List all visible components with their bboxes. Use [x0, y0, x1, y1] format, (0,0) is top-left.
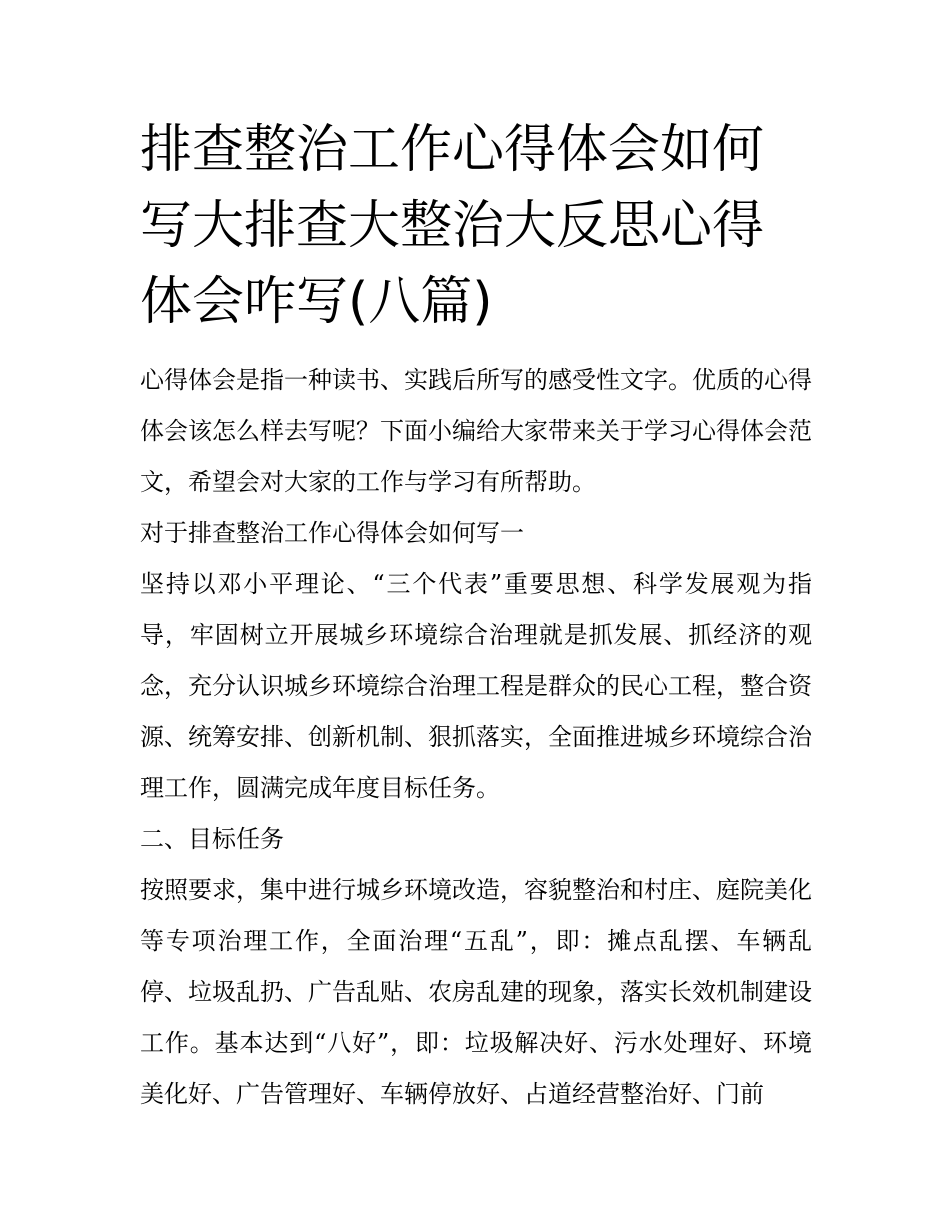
- objectives-paragraph: 按照要求，集中进行城乡环境改造，容貌整治和村庄、庭院美化等专项治理工作，全面治理“五乱”，即：摊点乱摆、车辆乱停、垃圾乱扔、广告乱贴、农房乱建的现象，落实长效机制建设工作。基本达到“八好”，即：垃圾解决好、污水处理好、环境美化好、广告管理好、车辆停放好、占道经营整治好、门前: [140, 876, 812, 1108]
- document-title: 排查整治工作心得体会如何写大排查大整治大反思心得体会咋写(八篇): [140, 120, 765, 332]
- intro-paragraph: 心得体会是指一种读书、实践后所写的感受性文字。优质的心得体会该怎么样去写呢？下面小编给大家带来关于学习心得体会范文，希望会对大家的工作与学习有所帮助。: [140, 366, 812, 496]
- objectives-heading: 二、目标任务: [140, 825, 284, 853]
- guiding-principle-paragraph: 坚持以邓小平理论、“三个代表”重要思想、科学发展观为指导，牢固树立开展城乡环境综合治理就是抓发展、抓经济的观念，充分认识城乡环境综合治理工程是群众的民心工程，整合资源、统筹安排、创新机制、狠抓落实，全面推进城乡环境综合治理工作，圆满完成年度目标任务。: [140, 570, 812, 802]
- document-body: [140, 355, 812, 1120]
- section-heading: 对于排查整治工作心得体会如何写一: [140, 519, 524, 547]
- document-content: [140, 112, 812, 1120]
